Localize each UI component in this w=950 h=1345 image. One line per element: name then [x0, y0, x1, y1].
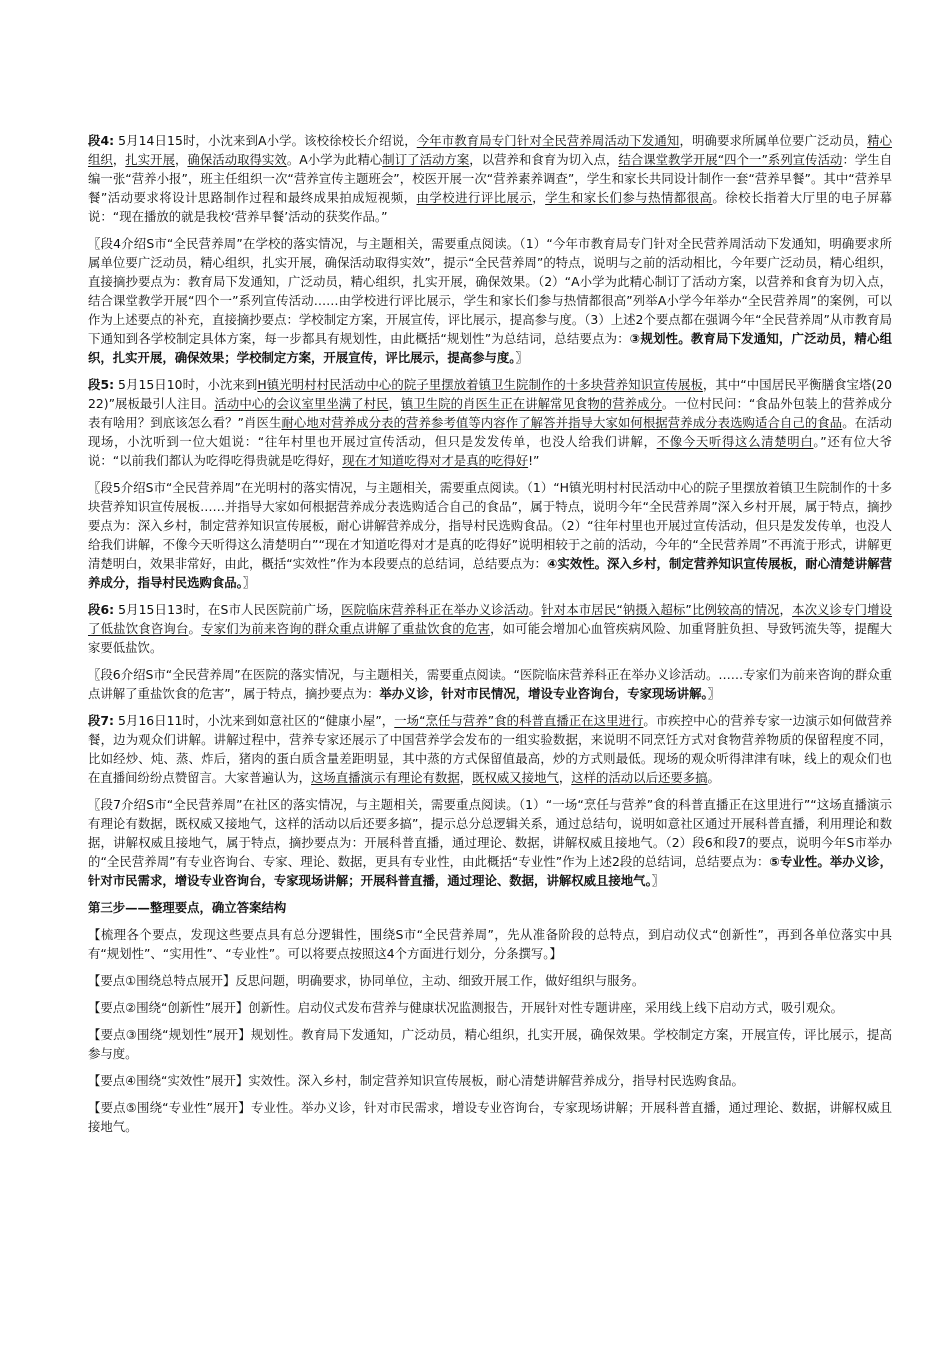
underlined-phrase: 这场直播演示有理论有数据: [311, 770, 460, 785]
key-point-tag: 【要点⑤围绕“专业性”展开】: [88, 1100, 251, 1115]
underlined-phrase: 确保活动取得实效: [187, 152, 287, 167]
note-text: 〖段6介绍S市“全民营养周”在医院的落实情况，与主题相关，需要重点阅读。“医院临床营养科正在举办义诊活动。……专家们为前来咨询的群众重点讲解了重盐饮食的危害”，属于特点，摘抄要点为：: [88, 667, 892, 701]
note-conclusion: 举办义诊，针对市民情况，增设专业咨询台，专家现场讲解。: [379, 686, 708, 701]
underlined-phrase: 既权威又接地气: [472, 770, 559, 785]
underlined-phrase: 由学校进行评比展示: [416, 190, 533, 205]
paragraph-5: [88, 375, 892, 470]
note-conclusion: ④实效性。深入乡村，制定营养知识宣传展板，耐心清楚讲解营养成分，指导村民选购食品。: [88, 556, 892, 590]
note-text: 〖段4介绍S市“全民营养周”在学校的落实情况，与主题相关，需要重点阅读。（1）“今年市教育局专门针对全民营养周活动下发通知，明确要求所属单位要广泛动员，精心组织，扎实开展，确保活动取得实效”，提示“全民营养周”的特点，说明与之前的活动相比，今年要广泛动员，精心组织，直接摘抄要点为：教育局下发通知，广泛动员，精心组织，扎实开展，确保效果。（2）“A小学为此精心制订了活动方案，以营养和食育为切入点，结合课堂教学开展“四个一”系列宣传活动……由学校进行评比展示，学生和家长们参与热情都很高”列举A小学今年举办“全民营养周”的案例，可以作为上述要点的补充，直接摘抄要点：学校制定方案，开展宣传，评比展示，提高参与度。（3）上述2个要点都在强调今年“全民营养周”从市教育局下通知到各学校制定具体方案，每一步都具有规划性，由此概括“规划性”为总结词，总结要点为：: [88, 236, 892, 346]
key-point-4: [88, 1071, 892, 1090]
underlined-phrase: 精心组织: [88, 133, 893, 167]
text-run: 。: [528, 602, 542, 617]
underlined-phrase: 耐心地对营养成分表的营养参考值等内容作了解答并指导大家如何根据营养成分表选购适合自己的食品: [281, 415, 843, 430]
text-run: 5月15日10时，小沈来到: [114, 377, 258, 392]
note-text: 〖段5介绍S市“全民营养周”在光明村的落实情况，与主题相关，需要重点阅读。（1）“H镇光明村村民活动中心的院子里摆放着镇卫生院制作的十多块营养知识宣传展板……并指导大家如何根据营养成分表选购适合自己的食品”，属于特点，说明今年“全民营养周”深入乡村开展，属于特点，摘抄要点为：深入乡村，制定营养知识宣传展板，耐心讲解营养成分，指导村民选购食品。（2）“往年村里也开展过宣传活动，但只是发发传单，也没人给我们讲解，不像今天听得这么清楚明白”“现在才知道吃得对才是真的吃得好”说明相较于之前的活动，今年的“全民营养周”不再流于形式，讲解更清楚明白，效果非常好，由此，概括“实效性”作为本段要点的总结词，总结要点为：: [88, 480, 892, 571]
analysis-note-4: [88, 234, 892, 367]
underlined-phrase: 活动中心的会议室里坐满了村民: [214, 396, 389, 411]
text-run: 。: [188, 621, 202, 636]
analysis-note-7: [88, 795, 892, 890]
paragraph-label: 段6:: [88, 602, 115, 617]
text-run: ，其中“中国居民平衡膳食宝塔(2022)”展板最引人注目。: [88, 377, 892, 411]
text-run: ，如可能会增加心血管疾病风险、加重肾脏负担、导致钙流失等，提醒大家要低盐饮。: [88, 621, 893, 655]
underlined-phrase: 扎实开展: [125, 152, 175, 167]
underlined-phrase: 专家们为前来咨询的群众重点讲解了重盐饮食的危害: [201, 621, 491, 636]
note-conclusion: ⑤专业性。举办义诊，针对市民需求，增设专业咨询台，专家现场讲解；开展科普直播，通过理论、数据，讲解权威且接地气。: [88, 854, 892, 888]
key-point-text: 实效性。深入乡村，制定营养知识宣传展板，耐心清楚讲解营养成分，指导村民选购食品。: [248, 1073, 744, 1088]
text-run: ，: [459, 770, 473, 785]
key-point-tag: 【要点①围绕总特点展开】: [88, 973, 236, 988]
key-point-text: 创新性。启动仪式发布营养与健康状况监测报告，开展针对性专题讲座，采用线上线下启动方式，吸引观众。: [248, 1000, 843, 1015]
key-point-text: 反思问题，明确要求，协同单位，主动、细致开展工作，做好组织与服务。: [235, 973, 645, 988]
underlined-phrase: 今年市教育局专门针对全民营养周活动下发通知: [416, 133, 680, 148]
note-conclusion: ③规划性。教育局下发通知，广泛动员，精心组织，扎实开展，确保效果；学校制定方案，开展宣传，评比展示，提高参与度。: [88, 331, 892, 365]
text-run: 5月14日15时，小沈来到A小学。该校徐校长介绍说，: [114, 133, 417, 148]
note-text: 〖段7介绍S市“全民营养周”在社区的落实情况，与主题相关，需要重点阅读。（1）“一场“烹任与营养”食的科普直播正在这里进行”“这场直播演示有理论有数据，既权威又接地气，这样的活动以后还要多搞”，提示总分总逻辑关系，通过总结句，说明如意社区通过开展科普直播，利用理论和数据，讲解权威且接地气，属于特点，摘抄要点为：开展科普直播，通过理论、数据，讲解权威且接地气。（2）段6和段7的要点，说明今年S市举办的“全民营养周”有专业咨询台、专家、理论、数据，更具有专业性，由此概括“专业性”作为上述2段的总结词，总结要点为：: [88, 797, 892, 869]
text-run: 。市疾控中心的营养专家一边演示如何做营养餐，边为观众们讲解。讲解过程中，营养专家还展示了中国营养学会发布的一组实验数据，来说明不同烹饪方式对食物营养物质的保留程度不同，比如经炒、炖、蒸、炸后，猪肉的蛋白质含量差距明显，其中蒸的方式保留值最高，炒的方式则最低。现场的观众听得津津有味，线上的观众们也在直播间纷纷点赞留言。大家普遍认为，: [88, 713, 892, 785]
underlined-phrase: 针对本市居民“钠摄入超标”比例较高的情况: [541, 602, 780, 617]
underlined-phrase: 这样的活动以后还要多搞: [571, 770, 708, 785]
text-run: ，: [112, 152, 126, 167]
underlined-phrase: 不像今天听得这么清楚明白: [656, 434, 814, 449]
paragraph-label: 段5:: [88, 377, 115, 392]
text-run: ，: [779, 602, 793, 617]
paragraph-label: 段4:: [88, 133, 115, 148]
note-end: 〗: [242, 575, 256, 590]
text-run: !”: [528, 453, 540, 468]
key-point-text: 规划性。教育局下发通知，广泛动员，精心组织，扎实开展，确保效果。学校制定方案，开展宣传，评比展示，提高参与度。: [88, 1027, 893, 1061]
key-point-3: [88, 1025, 892, 1063]
underlined-phrase: 镇卫生院的肖医生正在讲解常见食物的营养成分: [400, 396, 662, 411]
text-run: ，: [388, 396, 401, 411]
step-3-heading: 第三步——整理要点，确立答案结构: [88, 900, 287, 915]
text-run: 5月16日11时，小沈来到如意社区的“健康小屋”，: [114, 713, 395, 728]
text-run: 。徐校长指着大厅里的电子屏幕说：“现在播放的就是我校‘营养早餐’活动的获奖作品。”: [88, 190, 893, 224]
key-point-2: [88, 998, 892, 1017]
text-run: ，: [558, 770, 572, 785]
underlined-phrase: 一场“烹任与营养”食的科普直播正在这里进行: [394, 713, 644, 728]
text-run: 。: [707, 770, 720, 785]
underlined-phrase: 现在才知道吃得对才是真的吃得好: [342, 453, 529, 468]
text-run: 5月15日13时，在S市人民医院前广场，: [114, 602, 342, 617]
key-point-tag: 【要点④围绕“实效性”展开】: [88, 1073, 249, 1088]
text-run: ，明确要求所属单位要广泛动员，: [679, 133, 868, 148]
key-point-tag: 【要点②围绕“创新性”展开】: [88, 1000, 249, 1015]
summary-paragraph: 【梳理各个要点，发现这些要点具有总分逻辑性，围绕S市“全民营养周”，先从准备阶段的总特点，到启动仪式“创新性”，再到各单位落实中具有“规划性”、“实用性”、“专业性”。可以将要点按照这4个方面进行划分，分条撰写。】: [88, 927, 892, 961]
paragraph-4: [88, 131, 892, 226]
underlined-phrase: 医院临床营养科正在举办义诊活动: [341, 602, 529, 617]
underlined-phrase: 结合课堂教学开展“四个一”系列宣传活动: [618, 152, 843, 167]
key-point-1: [88, 971, 892, 990]
note-end: 〗: [651, 873, 665, 888]
analysis-note-6: [88, 665, 892, 703]
underlined-phrase: 制订了活动方案: [382, 152, 470, 167]
text-run: 。”还有位大爷说：“以前我们都认为吃得吃得贵就是吃得好，: [88, 434, 893, 468]
underlined-phrase: H镇光明村村民活动中心的院子里摆放着镇卫生院制作的十多块营养知识宣传展板: [257, 377, 703, 392]
text-run: ，: [175, 152, 188, 167]
text-run: 。一位村民问：“食品外包装上的营养成分表有啥用？到底该怎么看？”肖医生: [88, 396, 893, 430]
underlined-phrase: 本次义诊专门增设了低盐饮食咨询台: [88, 602, 893, 636]
paragraph-6: [88, 600, 892, 657]
underlined-phrase: 学生和家长们参与热情都很高: [545, 190, 713, 205]
note-end: 〗: [707, 686, 721, 701]
text-run: ，以营养和食育为切入点，: [469, 152, 619, 167]
key-point-tag: 【要点③围绕“规划性”展开】: [88, 1027, 251, 1042]
text-run: ，: [532, 190, 546, 205]
analysis-note-5: [88, 478, 892, 592]
text-run: 。A小学为此精心: [286, 152, 383, 167]
paragraph-label: 段7:: [88, 713, 115, 728]
text-run: 。在活动现场，小沈听到一位大姐说：“往年村里也开展过宣传活动，但只是发发传单，也没人给我们讲解，: [88, 415, 893, 449]
key-point-5: [88, 1098, 892, 1136]
paragraph-7: [88, 711, 892, 787]
text-run: ：学生自编一张“营养小报”，班主任组织一次“营养宣传主题班会”，校医开展一次“营养素养调查”，学生和家长共同设计制作一套“营养早餐”。其中“营养早餐”活动要求将设计思路制作过程和最终成果拍成短视频，: [88, 152, 893, 205]
key-point-text: 专业性。举办义诊，针对市民需求，增设专业咨询台，专家现场讲解；开展科普直播，通过理论、数据，讲解权威且接地气。: [88, 1100, 893, 1134]
note-end: 〗: [515, 350, 528, 365]
